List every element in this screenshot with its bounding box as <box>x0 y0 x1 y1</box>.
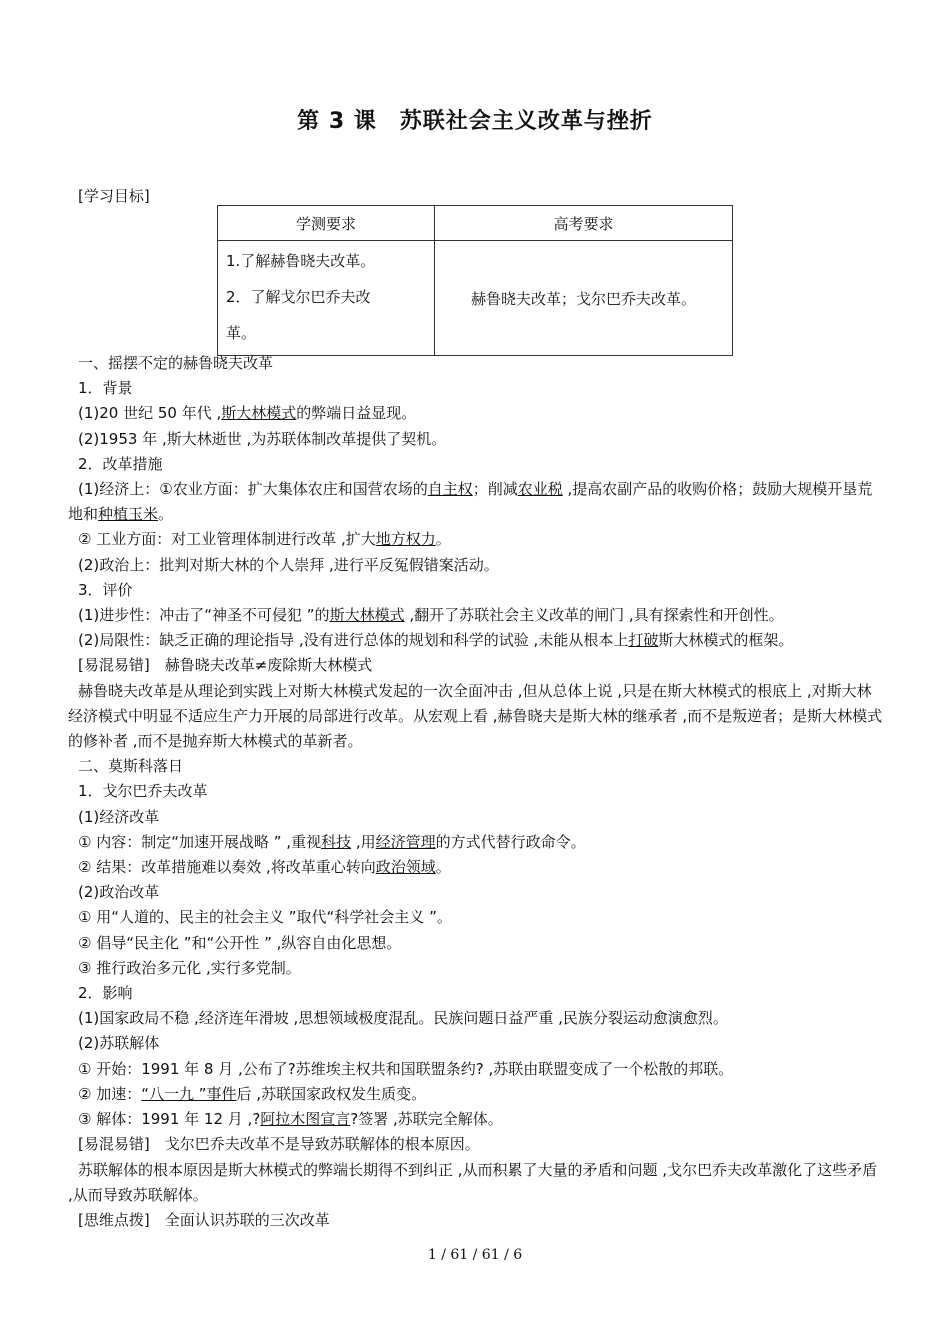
goals-label: [学习目标] <box>78 187 150 205</box>
tip-heading: [思维点拨] 全面认识苏联的三次改革 <box>78 1210 330 1229</box>
table-header-cell: 高考要求 <box>435 206 733 241</box>
subheading: 2．改革措施 <box>78 454 163 473</box>
underlined-term: 科技 <box>321 832 352 851</box>
subheading: 1．背景 <box>78 379 133 398</box>
paragraph: (1)进步性：冲击了“神圣不可侵犯 ”的斯大林模式 ,翻开了苏联社会主义改革的闸门 ,具有探索性和开创性。 <box>78 606 784 625</box>
subheading: 2．影响 <box>78 984 133 1003</box>
paragraph: ③ 解体：1991 年 12 月 ,?阿拉木图宣言?签署 ,苏联完全解体。 <box>78 1110 503 1129</box>
cell-line: 2．了解戈尔巴乔夫改 <box>226 288 371 306</box>
table-header-cell: 学测要求 <box>218 206 435 241</box>
cell-line: 革。 <box>226 324 257 342</box>
tip-heading: [易混易错] 戈尔巴乔夫改革不是导致苏联解体的根本原因。 <box>78 1135 480 1154</box>
table-cell-basic <box>218 241 435 356</box>
page-number: 1 / 61 / 61 / 6 <box>427 1247 523 1263</box>
underlined-term: 自主权 <box>427 480 473 499</box>
tip-paragraph: 赫鲁晓夫改革是从理论到实践上对斯大林模式发起的一次全面冲击 ,但从总体上说 ,只是在斯大林模式的根底上 ,对斯大林经济模式中明显不适应生产力开展的局部进行改革。从宏观上看 ,赫鲁晓夫是斯大林的继承者 ,而不是叛逆者；是斯大林模式的修补者 ,而不是抛弃斯大林模式的革新者。 <box>68 681 883 751</box>
underlined-term: “八一九 ”事件 <box>141 1084 237 1103</box>
paragraph: ② 倡导“民主化 ”和“公开性 ” ,纵容自由化思想。 <box>78 933 402 952</box>
paragraph: (1)经济上：①农业方面：扩大集体农庄和国营农场的自主权；削减农业税 ,提高农副产品的收购价格；鼓励大规模开垦荒地和种植玉米。 <box>68 480 873 524</box>
underlined-term: 阿拉木图宣言 <box>260 1110 351 1129</box>
underlined-term: 斯大林模式 <box>329 606 405 625</box>
tip-paragraph: 苏联解体的根本原因是斯大林模式的弊端长期得不到纠正 ,从而积累了大量的矛盾和问题 ,戈尔巴乔夫改革激化了这些矛盾 ,从而导致苏联解体。 <box>68 1160 878 1204</box>
tip-heading: [易混易错] 赫鲁晓夫改革≠废除斯大林模式 <box>78 656 373 675</box>
paragraph: ② 工业方面：对工业管理体制进行改革 ,扩大地方权力。 <box>78 530 451 549</box>
underlined-term: 农业税 <box>517 480 563 499</box>
underlined-term: 经济管理 <box>375 832 436 851</box>
subheading: (1)经济改革 <box>78 807 160 826</box>
table-header-row <box>218 206 733 241</box>
subheading: 3．评价 <box>78 580 133 599</box>
underlined-term: 斯大林模式 <box>221 404 297 423</box>
subheading: 1．戈尔巴乔夫改革 <box>78 782 208 801</box>
cell-line: 1.了解赫鲁晓夫改革。 <box>226 252 376 270</box>
underlined-term: 地方权力 <box>375 530 436 549</box>
page-title: 第 3 课 苏联社会主义改革与挫折 <box>297 109 653 134</box>
section-heading: 二、莫斯科落日 <box>78 757 184 776</box>
paragraph: (2)苏联解体 <box>78 1034 160 1053</box>
document-body <box>68 351 886 1233</box>
underlined-term: 种植玉米 <box>98 505 159 524</box>
table-cell-exam: 赫鲁晓夫改革；戈尔巴乔夫改革。 <box>435 241 733 356</box>
underlined-term: 政治领域 <box>375 858 436 877</box>
subheading: (2)政治改革 <box>78 883 160 902</box>
paragraph: ③ 推行政治多元化 ,实行多党制。 <box>78 958 301 977</box>
paragraph: (2)政治上：批判对斯大林的个人崇拜 ,进行平反冤假错案活动。 <box>78 555 499 574</box>
paragraph: ② 加速：“八一九 ”事件后 ,苏联国家政权发生质变。 <box>78 1084 427 1103</box>
table-row <box>218 241 733 356</box>
underlined-term: 打破 <box>628 631 659 650</box>
paragraph: ① 内容：制定“加速开展战略 ” ,重视科技 ,用经济管理的方式代替行政命令。 <box>78 832 586 851</box>
paragraph: (2)局限性：缺乏正确的理论指导 ,没有进行总体的规划和科学的试验 ,未能从根本上打破斯大林模式的框架。 <box>78 631 794 650</box>
paragraph: ② 结果：改革措施难以奏效 ,将改革重心转向政治领域。 <box>78 858 451 877</box>
paragraph: ① 开始：1991 年 8 月 ,公布了?苏维埃主权共和国联盟条约? ,苏联由联盟变成了一个松散的邦联。 <box>78 1059 734 1078</box>
paragraph: ① 用“人道的、民主的社会主义 ”取代“科学社会主义 ”。 <box>78 908 452 927</box>
section-heading: 一、摇摆不定的赫鲁晓夫改革 <box>78 354 274 372</box>
goals-table <box>217 205 733 356</box>
paragraph: (1)20 世纪 50 年代 ,斯大林模式的弊端日益显现。 <box>78 404 417 423</box>
paragraph: (1)国家政局不稳 ,经济连年滑坡 ,思想领域极度混乱。民族问题日益严重 ,民族分裂运动愈演愈烈。 <box>78 1009 728 1028</box>
paragraph: (2)1953 年 ,斯大林逝世 ,为苏联体制改革提供了契机。 <box>78 429 447 448</box>
